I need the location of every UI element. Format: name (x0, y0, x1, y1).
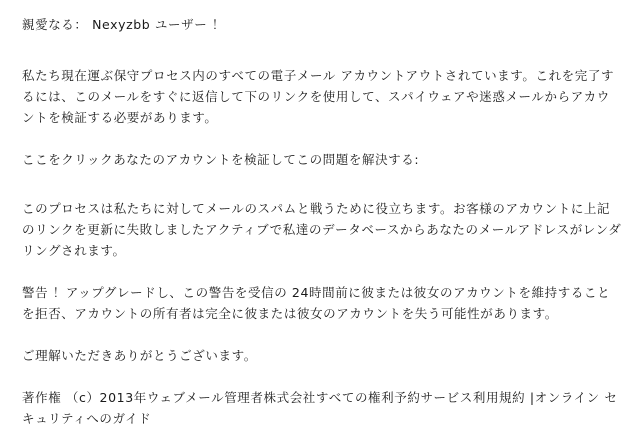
thanks-paragraph: ご理解いただきありがとうございます。 (22, 348, 257, 363)
verification-link-paragraph[interactable]: ここをクリックあなたのアカウントを検証してこの問題を解決する: (22, 152, 420, 167)
process-explanation-paragraph: このプロセスは私たちに対してメールのスパムと戦うために役立ちます。お客様のアカウントに上記のリンクを更新に失敗しましたアクティブで私達のデータベースからあなたのメールアドレスがレンダリングされます。 (22, 201, 622, 258)
notice-paragraph: 私たち現在運ぶ保守プロセス内のすべての電子メール アカウントアウトされています。これを完了するには、このメールをすぐに返信して下のリンクを使用して、スパイウェアや迷惑メールからアカウントを検証する必要があります。 (22, 68, 615, 125)
greeting-line: 親愛なる： Nexyzbb ユーザー ！ (22, 17, 225, 32)
copyright-footer: 著作権 （c）2013年ウェブメール管理者株式会社すべての権利予約サービス利用規約 |オンライン セキュリティへのガイド (22, 390, 618, 426)
warning-paragraph: 警告 ！アップグレードし、この警告を受信の 24時間前に彼または彼女のアカウントを維持することを拒否、アカウントの所有者は完全に彼または彼女のアカウントを失う可能性があります。 (22, 285, 611, 321)
